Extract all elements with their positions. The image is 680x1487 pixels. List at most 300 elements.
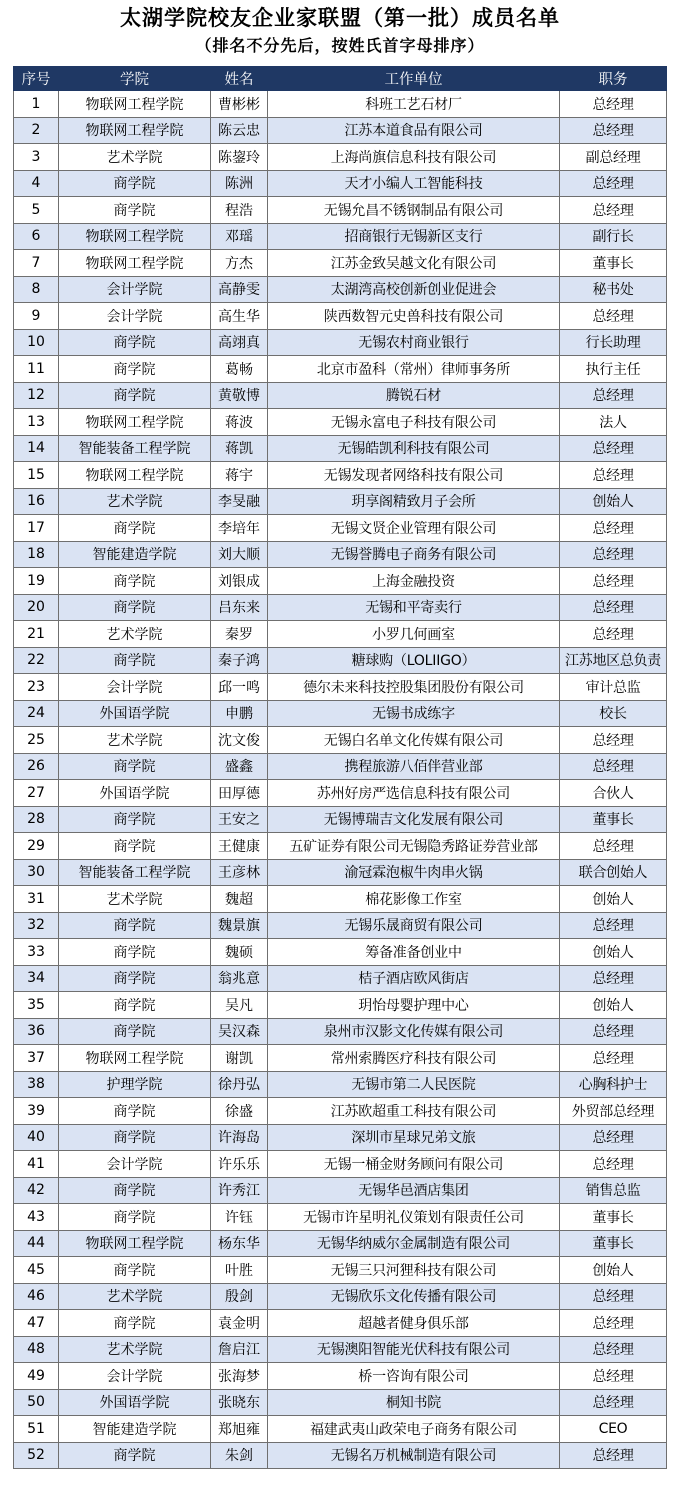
cell-number: 38 — [14, 1071, 59, 1098]
cell-unit: 无锡允昌不锈钢制品有限公司 — [268, 197, 560, 224]
table-row — [14, 621, 667, 648]
cell-unit: 无锡文贤企业管理有限公司 — [268, 515, 560, 542]
table-row — [14, 1257, 667, 1284]
table-body — [14, 91, 667, 1469]
cell-position: 总经理 — [560, 1336, 667, 1363]
cell-unit: 天才小编人工智能科技 — [268, 170, 560, 197]
cell-unit: 无锡一桶金财务顾问有限公司 — [268, 1151, 560, 1178]
cell-position: 董事长 — [560, 1204, 667, 1231]
cell-number: 27 — [14, 780, 59, 807]
cell-name: 王健康 — [211, 833, 268, 860]
cell-name: 田厚德 — [211, 780, 268, 807]
table-row — [14, 197, 667, 224]
cell-name: 刘银成 — [211, 568, 268, 595]
cell-unit: 腾锐石材 — [268, 382, 560, 409]
cell-college: 商学院 — [59, 992, 211, 1019]
cell-college: 艺术学院 — [59, 621, 211, 648]
cell-name: 方杰 — [211, 250, 268, 277]
cell-name: 高静雯 — [211, 276, 268, 303]
cell-position: 销售总监 — [560, 1177, 667, 1204]
cell-number: 9 — [14, 303, 59, 330]
cell-unit: 无锡发现者网络科技有限公司 — [268, 462, 560, 489]
cell-college: 商学院 — [59, 170, 211, 197]
cell-name: 张晓东 — [211, 1389, 268, 1416]
cell-college: 商学院 — [59, 1310, 211, 1337]
cell-unit: 筹备准备创业中 — [268, 939, 560, 966]
cell-name: 徐盛 — [211, 1098, 268, 1125]
cell-college: 外国语学院 — [59, 1389, 211, 1416]
cell-number: 50 — [14, 1389, 59, 1416]
cell-position: 总经理 — [560, 1310, 667, 1337]
cell-number: 36 — [14, 1018, 59, 1045]
table-row — [14, 886, 667, 913]
cell-unit: 太湖湾高校创新创业促进会 — [268, 276, 560, 303]
cell-unit: 常州索腾医疗科技有限公司 — [268, 1045, 560, 1072]
cell-position: 董事长 — [560, 250, 667, 277]
table-row — [14, 992, 667, 1019]
cell-college: 商学院 — [59, 1177, 211, 1204]
cell-unit: 桥一咨询有限公司 — [268, 1363, 560, 1390]
cell-number: 19 — [14, 568, 59, 595]
cell-college: 商学院 — [59, 939, 211, 966]
cell-unit: 无锡农村商业银行 — [268, 329, 560, 356]
cell-position: 总经理 — [560, 382, 667, 409]
table-row — [14, 1416, 667, 1443]
cell-number: 15 — [14, 462, 59, 489]
cell-position: 董事长 — [560, 1230, 667, 1257]
table-row — [14, 939, 667, 966]
cell-name: 曹彬彬 — [211, 91, 268, 118]
cell-unit: 无锡永富电子科技有限公司 — [268, 409, 560, 436]
cell-unit: 招商银行无锡新区支行 — [268, 223, 560, 250]
cell-unit: 渝冠霖泡椒牛肉串火锅 — [268, 859, 560, 886]
cell-college: 会计学院 — [59, 276, 211, 303]
cell-position: 总经理 — [560, 462, 667, 489]
cell-position: 审计总监 — [560, 674, 667, 701]
table-row — [14, 965, 667, 992]
cell-college: 商学院 — [59, 753, 211, 780]
cell-name: 许乐乐 — [211, 1151, 268, 1178]
cell-number: 5 — [14, 197, 59, 224]
table-row — [14, 753, 667, 780]
cell-name: 吴凡 — [211, 992, 268, 1019]
cell-position: 总经理 — [560, 1151, 667, 1178]
cell-number: 52 — [14, 1442, 59, 1469]
table-row — [14, 276, 667, 303]
cell-name: 邱一鸣 — [211, 674, 268, 701]
cell-position: 创始人 — [560, 939, 667, 966]
cell-number: 42 — [14, 1177, 59, 1204]
cell-number: 43 — [14, 1204, 59, 1231]
cell-unit: 无锡欣乐文化传播有限公司 — [268, 1283, 560, 1310]
cell-number: 51 — [14, 1416, 59, 1443]
cell-number: 14 — [14, 435, 59, 462]
cell-college: 商学院 — [59, 1257, 211, 1284]
cell-position: 总经理 — [560, 594, 667, 621]
table-row — [14, 780, 667, 807]
table-row — [14, 674, 667, 701]
cell-college: 商学院 — [59, 1018, 211, 1045]
cell-college: 商学院 — [59, 329, 211, 356]
cell-name: 蒋宇 — [211, 462, 268, 489]
cell-number: 4 — [14, 170, 59, 197]
cell-college: 艺术学院 — [59, 727, 211, 754]
cell-number: 2 — [14, 117, 59, 144]
cell-name: 程浩 — [211, 197, 268, 224]
cell-unit: 无锡乐晟商贸有限公司 — [268, 912, 560, 939]
table-row — [14, 382, 667, 409]
cell-number: 39 — [14, 1098, 59, 1125]
cell-position: 总经理 — [560, 515, 667, 542]
cell-unit: 棉花影像工作室 — [268, 886, 560, 913]
cell-name: 高翊真 — [211, 329, 268, 356]
cell-position: 执行主任 — [560, 356, 667, 383]
cell-name: 秦子鸿 — [211, 647, 268, 674]
cell-college: 商学院 — [59, 568, 211, 595]
cell-college: 外国语学院 — [59, 780, 211, 807]
cell-position: 校长 — [560, 700, 667, 727]
cell-name: 吴汉森 — [211, 1018, 268, 1045]
cell-position: 外贸部总经理 — [560, 1098, 667, 1125]
cell-name: 蒋凯 — [211, 435, 268, 462]
cell-position: 法人 — [560, 409, 667, 436]
table-row — [14, 727, 667, 754]
cell-college: 艺术学院 — [59, 1283, 211, 1310]
table-row — [14, 1363, 667, 1390]
cell-name: 申鹏 — [211, 700, 268, 727]
cell-position: 总经理 — [560, 912, 667, 939]
cell-unit: 无锡博瑞吉文化发展有限公司 — [268, 806, 560, 833]
cell-position: 总经理 — [560, 727, 667, 754]
cell-position: 江苏地区总负责 — [560, 647, 667, 674]
cell-name: 徐丹弘 — [211, 1071, 268, 1098]
cell-college: 艺术学院 — [59, 886, 211, 913]
table-row — [14, 250, 667, 277]
cell-unit: 江苏金致吴越文化有限公司 — [268, 250, 560, 277]
cell-number: 25 — [14, 727, 59, 754]
cell-unit: 德尔未来科技控股集团股份有限公司 — [268, 674, 560, 701]
cell-unit: 苏州好房严选信息科技有限公司 — [268, 780, 560, 807]
cell-college: 会计学院 — [59, 674, 211, 701]
cell-number: 48 — [14, 1336, 59, 1363]
cell-college: 商学院 — [59, 197, 211, 224]
cell-name: 袁金明 — [211, 1310, 268, 1337]
cell-college: 智能建造学院 — [59, 1416, 211, 1443]
cell-unit: 桐知书院 — [268, 1389, 560, 1416]
cell-number: 26 — [14, 753, 59, 780]
cell-college: 商学院 — [59, 356, 211, 383]
table-row — [14, 409, 667, 436]
cell-college: 物联网工程学院 — [59, 1230, 211, 1257]
table-row — [14, 1230, 667, 1257]
cell-position: 总经理 — [560, 568, 667, 595]
cell-college: 智能装备工程学院 — [59, 435, 211, 462]
cell-college: 艺术学院 — [59, 1336, 211, 1363]
cell-name: 陈鋆玲 — [211, 144, 268, 171]
cell-college: 商学院 — [59, 647, 211, 674]
cell-position: 董事长 — [560, 806, 667, 833]
cell-number: 47 — [14, 1310, 59, 1337]
column-header-name: 姓名 — [211, 67, 268, 91]
cell-number: 35 — [14, 992, 59, 1019]
cell-position: 创始人 — [560, 488, 667, 515]
cell-position: 总经理 — [560, 117, 667, 144]
cell-number: 49 — [14, 1363, 59, 1390]
table-row — [14, 859, 667, 886]
cell-number: 41 — [14, 1151, 59, 1178]
table-row — [14, 488, 667, 515]
cell-number: 20 — [14, 594, 59, 621]
cell-name: 蒋波 — [211, 409, 268, 436]
cell-number: 18 — [14, 541, 59, 568]
cell-name: 翁兆意 — [211, 965, 268, 992]
table-row — [14, 700, 667, 727]
cell-unit: 无锡誉腾电子商务有限公司 — [268, 541, 560, 568]
cell-name: 朱剑 — [211, 1442, 268, 1469]
cell-unit: 超越者健身俱乐部 — [268, 1310, 560, 1337]
cell-college: 商学院 — [59, 1124, 211, 1151]
cell-name: 盛鑫 — [211, 753, 268, 780]
cell-unit: 无锡市第二人民医院 — [268, 1071, 560, 1098]
cell-name: 詹启江 — [211, 1336, 268, 1363]
cell-position: 总经理 — [560, 833, 667, 860]
table-row — [14, 117, 667, 144]
cell-unit: 科班工艺石材厂 — [268, 91, 560, 118]
cell-position: 总经理 — [560, 1283, 667, 1310]
cell-number: 28 — [14, 806, 59, 833]
cell-position: CEO — [560, 1416, 667, 1443]
column-header-position: 职务 — [560, 67, 667, 91]
cell-college: 商学院 — [59, 1204, 211, 1231]
cell-position: 总经理 — [560, 1124, 667, 1151]
table-row — [14, 1389, 667, 1416]
cell-unit: 无锡皓凯利科技有限公司 — [268, 435, 560, 462]
cell-number: 22 — [14, 647, 59, 674]
cell-college: 智能装备工程学院 — [59, 859, 211, 886]
cell-name: 叶胜 — [211, 1257, 268, 1284]
table-row — [14, 1336, 667, 1363]
table-row — [14, 1151, 667, 1178]
cell-unit: 小罗几何画室 — [268, 621, 560, 648]
cell-position: 心胸科护士 — [560, 1071, 667, 1098]
cell-number: 12 — [14, 382, 59, 409]
cell-name: 邓瑶 — [211, 223, 268, 250]
cell-college: 商学院 — [59, 594, 211, 621]
cell-number: 32 — [14, 912, 59, 939]
cell-position: 秘书处 — [560, 276, 667, 303]
table-row — [14, 1283, 667, 1310]
cell-number: 30 — [14, 859, 59, 886]
cell-name: 许海岛 — [211, 1124, 268, 1151]
cell-unit: 无锡华邑酒店集团 — [268, 1177, 560, 1204]
cell-name: 王安之 — [211, 806, 268, 833]
cell-college: 会计学院 — [59, 303, 211, 330]
table-header-row — [14, 67, 667, 91]
cell-college: 商学院 — [59, 1442, 211, 1469]
cell-college: 商学院 — [59, 965, 211, 992]
cell-unit: 携程旅游八佰伴营业部 — [268, 753, 560, 780]
cell-number: 1 — [14, 91, 59, 118]
cell-number: 33 — [14, 939, 59, 966]
table-row — [14, 1310, 667, 1337]
table-row — [14, 356, 667, 383]
cell-college: 物联网工程学院 — [59, 117, 211, 144]
cell-unit: 无锡华纳威尔金属制造有限公司 — [268, 1230, 560, 1257]
cell-number: 44 — [14, 1230, 59, 1257]
cell-unit: 无锡澳阳智能光伏科技有限公司 — [268, 1336, 560, 1363]
cell-name: 许钰 — [211, 1204, 268, 1231]
table-row — [14, 435, 667, 462]
cell-position: 创始人 — [560, 886, 667, 913]
cell-position: 行长助理 — [560, 329, 667, 356]
cell-name: 李培年 — [211, 515, 268, 542]
cell-position: 副总经理 — [560, 144, 667, 171]
cell-unit: 江苏本道食品有限公司 — [268, 117, 560, 144]
cell-college: 艺术学院 — [59, 144, 211, 171]
cell-number: 37 — [14, 1045, 59, 1072]
cell-name: 沈文俊 — [211, 727, 268, 754]
cell-unit: 玥享阁精致月子会所 — [268, 488, 560, 515]
table-row — [14, 303, 667, 330]
cell-unit: 五矿证券有限公司无锡隐秀路证券营业部 — [268, 833, 560, 860]
cell-college: 商学院 — [59, 1098, 211, 1125]
cell-name: 杨东华 — [211, 1230, 268, 1257]
cell-unit: 无锡名万机械制造有限公司 — [268, 1442, 560, 1469]
cell-name: 陈洲 — [211, 170, 268, 197]
cell-number: 45 — [14, 1257, 59, 1284]
cell-number: 46 — [14, 1283, 59, 1310]
table-row — [14, 1442, 667, 1469]
cell-college: 会计学院 — [59, 1151, 211, 1178]
cell-college: 物联网工程学院 — [59, 91, 211, 118]
cell-name: 许秀江 — [211, 1177, 268, 1204]
cell-position: 总经理 — [560, 303, 667, 330]
cell-unit: 深圳市星球兄弟文旅 — [268, 1124, 560, 1151]
cell-position: 总经理 — [560, 1045, 667, 1072]
table-row — [14, 912, 667, 939]
cell-college: 商学院 — [59, 806, 211, 833]
cell-unit: 无锡书成练字 — [268, 700, 560, 727]
cell-unit: 陕西数智元史兽科技有限公司 — [268, 303, 560, 330]
cell-number: 10 — [14, 329, 59, 356]
table-row — [14, 144, 667, 171]
cell-position: 副行长 — [560, 223, 667, 250]
cell-position: 总经理 — [560, 91, 667, 118]
cell-college: 物联网工程学院 — [59, 223, 211, 250]
cell-number: 3 — [14, 144, 59, 171]
cell-unit: 糖球购（LOLIIGO） — [268, 647, 560, 674]
cell-position: 总经理 — [560, 435, 667, 462]
column-header-number: 序号 — [14, 67, 59, 91]
cell-college: 会计学院 — [59, 1363, 211, 1390]
cell-position: 总经理 — [560, 1442, 667, 1469]
cell-college: 护理学院 — [59, 1071, 211, 1098]
member-table — [13, 66, 667, 1469]
cell-name: 高生华 — [211, 303, 268, 330]
table-row — [14, 223, 667, 250]
cell-college: 物联网工程学院 — [59, 250, 211, 277]
cell-position: 总经理 — [560, 1363, 667, 1390]
cell-name: 谢凯 — [211, 1045, 268, 1072]
cell-unit: 泉州市汉影文化传媒有限公司 — [268, 1018, 560, 1045]
cell-unit: 无锡市许星明礼仪策划有限责任公司 — [268, 1204, 560, 1231]
cell-name: 刘大顺 — [211, 541, 268, 568]
table-row — [14, 647, 667, 674]
table-row — [14, 1071, 667, 1098]
cell-position: 总经理 — [560, 1018, 667, 1045]
cell-number: 21 — [14, 621, 59, 648]
cell-number: 23 — [14, 674, 59, 701]
cell-name: 魏超 — [211, 886, 268, 913]
table-row — [14, 806, 667, 833]
cell-position: 总经理 — [560, 541, 667, 568]
cell-college: 物联网工程学院 — [59, 1045, 211, 1072]
table-row — [14, 1124, 667, 1151]
document-subtitle: （排名不分先后，按姓氏首字母排序） — [195, 36, 485, 55]
cell-unit: 江苏欧超重工科技有限公司 — [268, 1098, 560, 1125]
cell-unit: 福建武夷山政荣电子商务有限公司 — [268, 1416, 560, 1443]
table-row — [14, 594, 667, 621]
cell-college: 物联网工程学院 — [59, 409, 211, 436]
cell-college: 艺术学院 — [59, 488, 211, 515]
table-row — [14, 833, 667, 860]
cell-position: 总经理 — [560, 621, 667, 648]
cell-unit: 上海尚旗信息科技有限公司 — [268, 144, 560, 171]
cell-name: 殷剑 — [211, 1283, 268, 1310]
cell-college: 商学院 — [59, 912, 211, 939]
cell-college: 物联网工程学院 — [59, 462, 211, 489]
table-row — [14, 515, 667, 542]
column-header-college: 学院 — [59, 67, 211, 91]
table-row — [14, 170, 667, 197]
cell-position: 创始人 — [560, 992, 667, 1019]
cell-number: 6 — [14, 223, 59, 250]
cell-name: 葛畅 — [211, 356, 268, 383]
cell-position: 总经理 — [560, 1389, 667, 1416]
table-row — [14, 568, 667, 595]
cell-number: 11 — [14, 356, 59, 383]
cell-unit: 上海金融投资 — [268, 568, 560, 595]
cell-name: 魏景旗 — [211, 912, 268, 939]
cell-number: 40 — [14, 1124, 59, 1151]
cell-name: 郑旭雍 — [211, 1416, 268, 1443]
cell-number: 24 — [14, 700, 59, 727]
cell-unit: 无锡和平寄卖行 — [268, 594, 560, 621]
cell-number: 7 — [14, 250, 59, 277]
table-row — [14, 329, 667, 356]
cell-college: 外国语学院 — [59, 700, 211, 727]
cell-position: 总经理 — [560, 170, 667, 197]
cell-name: 李旻融 — [211, 488, 268, 515]
column-header-unit: 工作单位 — [268, 67, 560, 91]
cell-position: 总经理 — [560, 197, 667, 224]
cell-unit: 北京市盈科（常州）律师事务所 — [268, 356, 560, 383]
cell-number: 16 — [14, 488, 59, 515]
cell-number: 17 — [14, 515, 59, 542]
cell-number: 13 — [14, 409, 59, 436]
cell-position: 合伙人 — [560, 780, 667, 807]
cell-number: 29 — [14, 833, 59, 860]
cell-name: 张海梦 — [211, 1363, 268, 1390]
table-row — [14, 541, 667, 568]
cell-position: 总经理 — [560, 753, 667, 780]
cell-college: 智能建造学院 — [59, 541, 211, 568]
document-title: 太湖学院校友企业家联盟（第一批）成员名单 — [120, 5, 560, 30]
cell-unit: 玥怡母婴护理中心 — [268, 992, 560, 1019]
cell-unit: 桔子酒店欧风街店 — [268, 965, 560, 992]
cell-number: 31 — [14, 886, 59, 913]
cell-name: 陈云忠 — [211, 117, 268, 144]
